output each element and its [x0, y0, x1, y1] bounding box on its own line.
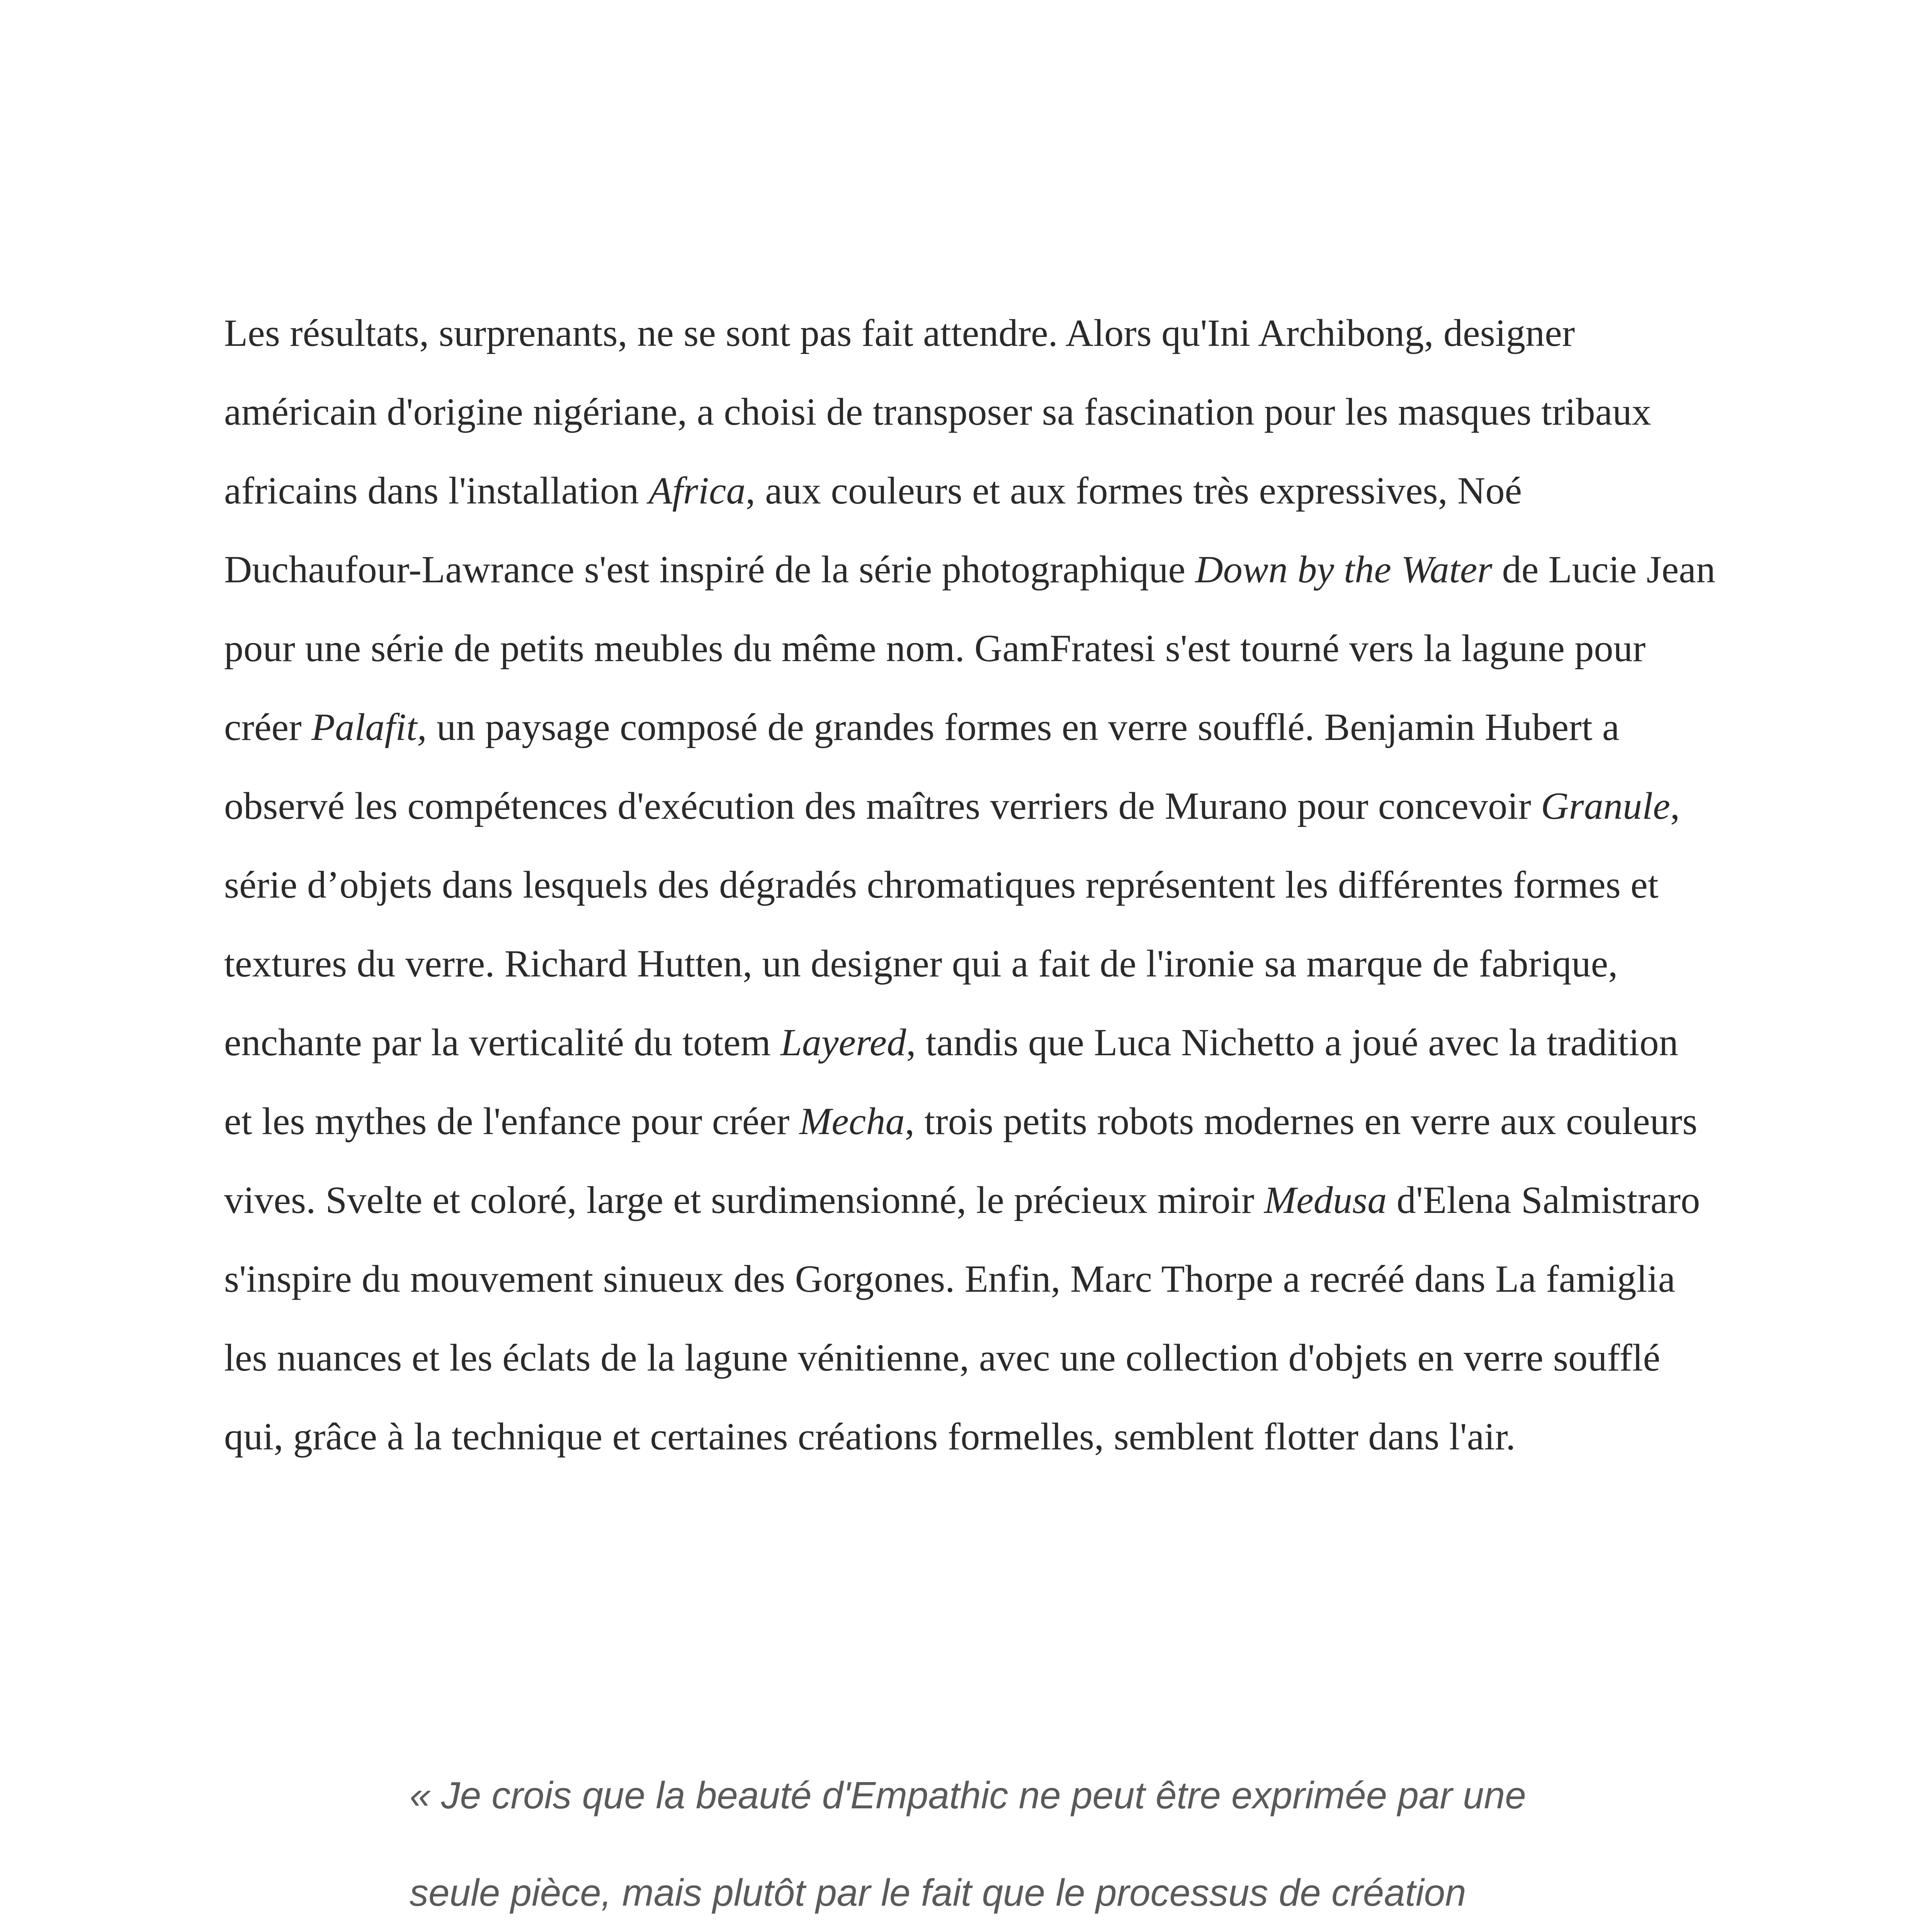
- work-title-africa: Africa: [648, 469, 746, 512]
- work-title-down-by-the-water: Down by the Water: [1195, 548, 1493, 591]
- body-paragraph: [224, 294, 1715, 1476]
- text-run: , série d’objets dans lesquels des dégradés chromatiques représentent les différentes formes et textures du verre. Richard Hutten, un designer qui a fait de l'ironie sa marque de fabrique, enchante par la verticalité du totem: [224, 784, 1680, 1064]
- text-run: d'Elena Salmistraro s'inspire du mouvement sinueux des Gorgones. Enfin, Marc Thorpe a recréé dans La famiglia les nuances et les éclats de la lagune vénitienne, avec une collection d'objets en verre soufflé qui, grâce à la technique et certaines créations formelles, semblent flotter dans l'air.: [224, 1179, 1700, 1458]
- text-run: un paysage composé de grandes formes en verre soufflé. Benjamin Hubert a observé les compétences d'exécution des maîtres verriers de Murano pour concevoir: [224, 706, 1620, 827]
- text-run: de Lucie Jean pour une série de petits meubles du même nom. GamFratesi s'est tourné vers la lagune pour créer: [224, 548, 1715, 748]
- work-title-medusa: Medusa: [1264, 1179, 1387, 1221]
- work-title-granule: Granule: [1541, 784, 1670, 827]
- text-run: , tandis que Luca Nichetto a joué avec la tradition et les mythes de l'enfance pour créer: [224, 1021, 1678, 1143]
- work-title-palafit: Palafit,: [311, 706, 427, 748]
- text-run: , trois petits robots modernes en verre aux couleurs vives. Svelte et coloré, large et surdimensionné, le précieux miroir: [224, 1100, 1698, 1221]
- text-run: , aux couleurs et aux formes très expressives, Noé Duchaufour-Lawrance s'est inspiré de la série photographique: [224, 469, 1522, 591]
- pull-quote-text: « Je crois que la beauté d'Empathic ne peut être exprimée par une seule pièce, mais plutôt par le fait que le processus de création: [410, 1774, 1526, 1914]
- text-run: Les résultats, surprenants, ne se sont pas fait attendre. Alors qu'Ini Archibong, designer américain d'origine nigériane, a choisi de transposer sa fascination pour les masques tribaux africains dans l'installation: [224, 311, 1651, 512]
- work-title-layered: Layered: [780, 1021, 906, 1064]
- pull-quote: [410, 1747, 1530, 1932]
- work-title-mecha: Mecha: [799, 1100, 905, 1143]
